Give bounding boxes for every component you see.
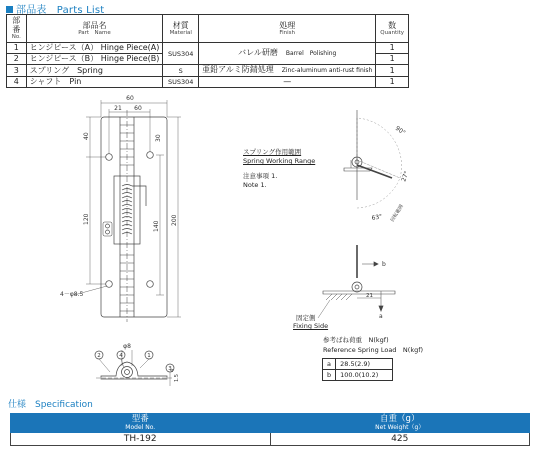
load-labels <box>366 261 386 320</box>
part-material: SUS304 <box>163 77 199 88</box>
weight-value: 425 <box>270 433 530 446</box>
part-qty: 1 <box>376 65 409 77</box>
part-name: スプリング Spring <box>26 65 163 77</box>
parts-table <box>6 14 409 88</box>
specification-table <box>10 413 530 446</box>
part-finish: 亜鉛アルミ防錆処理 Zinc-aluminum anti-rust finish <box>199 65 376 77</box>
part-name: ヒンジピース（B） Hinge Piece(B) <box>26 54 163 65</box>
header-material: 材質 Material <box>163 15 199 43</box>
dim-30: 30 <box>155 134 162 142</box>
dim-40: 40 <box>83 132 90 140</box>
part-name: ヒンジピース（A） Hinge Piece(A) <box>26 43 163 54</box>
callout-2-text: 2 <box>97 353 101 359</box>
part-name: シャフト Pin <box>26 77 163 88</box>
hinge-technical-drawing <box>0 85 540 390</box>
hinge-bottom-view <box>95 350 174 386</box>
angle-27: 27° <box>400 170 411 183</box>
fixing-side-en: Fixing Side <box>293 322 329 330</box>
dim-21-label: 21 <box>366 293 373 299</box>
table-row <box>7 65 409 77</box>
table-row <box>7 43 409 54</box>
spring-load-table <box>322 358 393 381</box>
angle-90: 90° <box>393 124 407 137</box>
part-finish: — <box>199 77 376 88</box>
part-material: SUS304 <box>163 43 199 65</box>
load-label: a <box>323 359 336 370</box>
header-no: 部番 No. <box>7 15 27 43</box>
force-b-label: b <box>382 261 386 268</box>
square-bullet-icon <box>6 6 13 13</box>
spring-range-en: Spring Working Range <box>243 157 316 165</box>
part-no: 4 <box>7 77 27 88</box>
logo-mark-icon <box>103 222 112 236</box>
table-row <box>323 359 393 370</box>
load-value: 100.0(10.2) <box>336 370 393 381</box>
header-name: 部品名 Part Name <box>26 15 163 43</box>
dim-21: 21 <box>114 105 122 112</box>
part-qty: 1 <box>376 77 409 88</box>
part-finish: バレル研磨 Barrel Polishing <box>199 43 376 65</box>
part-no: 3 <box>7 65 27 77</box>
callout-4-text: 4 <box>119 353 123 359</box>
note-ja: 注意事項 1. <box>243 172 278 180</box>
dimension-texts <box>60 95 178 298</box>
header-finish: 処理 Finish <box>199 15 376 43</box>
fixed-side-hatching <box>326 294 352 300</box>
specification-title: 仕様 Specification <box>8 400 93 410</box>
dim-60-inner: 60 <box>134 105 142 112</box>
spring-range-ja: スプリング作用範囲 <box>243 148 302 156</box>
part-material: S <box>163 65 199 77</box>
model-value: TH-192 <box>11 433 271 446</box>
header-model: 型番 Model No. <box>11 414 271 433</box>
part-qty: 1 <box>376 43 409 54</box>
mounting-holes <box>106 152 154 288</box>
dim-200: 200 <box>171 214 178 226</box>
dim-thickness: 1.5 <box>174 374 180 382</box>
load-label: b <box>323 370 336 381</box>
header-weight: 自重（g） Net Weight（g） <box>270 414 530 433</box>
callout-1-text: 1 <box>147 353 151 359</box>
table-row <box>323 370 393 381</box>
dim-4: 4 <box>170 368 176 372</box>
rotation-range-label: 回転範囲 <box>390 204 405 224</box>
spring-load-diagram <box>318 245 395 318</box>
part-no: 1 <box>7 43 27 54</box>
header-quantity: 数 Quantity <box>376 15 409 43</box>
rotation-range-diagram <box>344 110 402 208</box>
part-no: 2 <box>7 54 27 65</box>
fixing-side-ja: 固定側 <box>296 314 316 322</box>
dim-pin-dia: φ8 <box>123 343 131 350</box>
parts-header-row <box>7 15 409 43</box>
ref-load-ja: 参考ばね荷重 N(kgf) <box>323 336 389 344</box>
dim-hole-dia: 4－φ8.5 <box>60 291 84 298</box>
callout-3-text: 3 <box>168 366 172 372</box>
force-a-label: a <box>379 313 383 320</box>
note-en: Note 1. <box>243 181 267 189</box>
dim-60: 60 <box>126 95 134 102</box>
part-qty: 1 <box>376 54 409 65</box>
table-row <box>11 433 530 446</box>
angle-63: 63° <box>371 213 383 222</box>
parts-list-title: 部品表 Parts List <box>6 1 104 16</box>
load-value: 28.5(2.9) <box>336 359 393 370</box>
dim-120: 120 <box>83 213 90 225</box>
ref-load-en: Reference Spring Load N(kgf) <box>323 346 424 354</box>
spec-header-row <box>11 414 530 433</box>
dim-140: 140 <box>153 220 160 232</box>
